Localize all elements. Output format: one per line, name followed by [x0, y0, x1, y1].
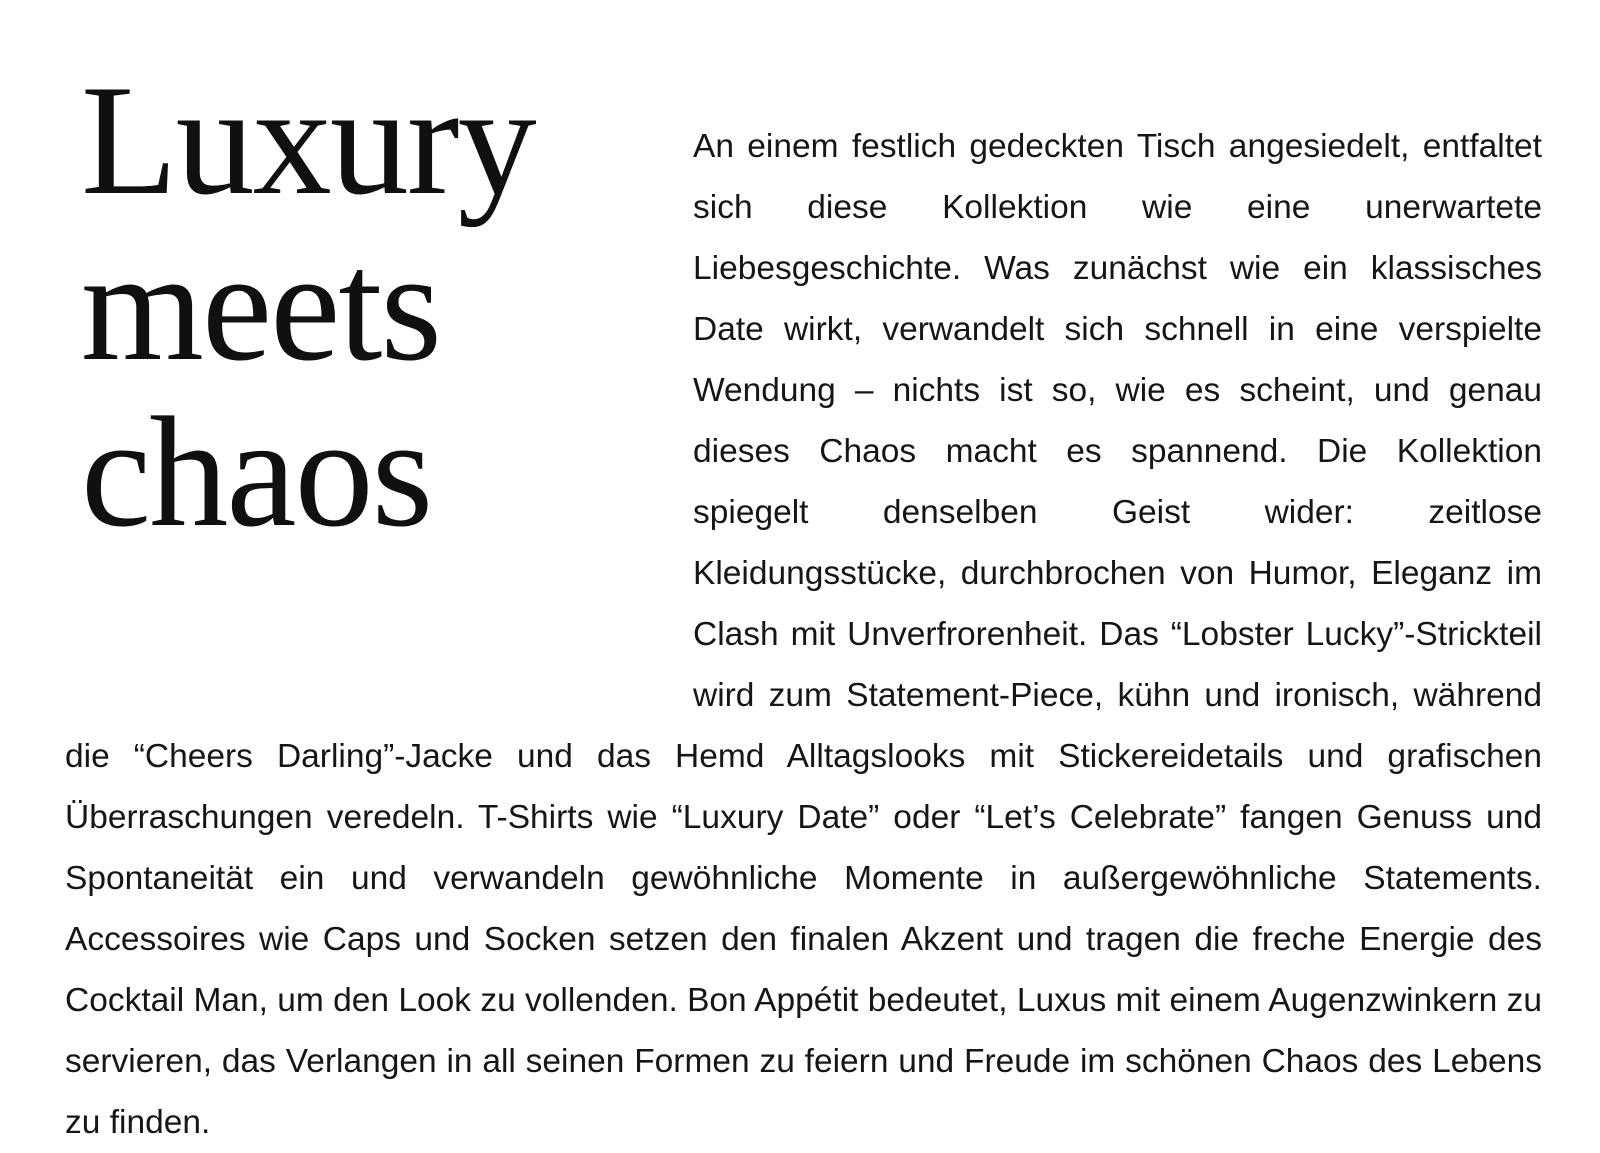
headline-float	[65, 53, 693, 668]
page-title: Luxury meets chaos	[81, 53, 535, 560]
body-paragraph: An einem festlich gedeckten Tisch angesiedelt, entfaltet sich diese Kollektion wie eine unerwartete Liebesgeschichte. Was zunächst wie ein klassisches Date wirkt, verwandelt sich schnell in eine verspielte Wendung – nichts ist so, wie es scheint, und genau dieses Chaos macht es spannend. Die Kollektion spiegelt denselben Geist wider: zeitlose Kleidungsstücke, durchbrochen von Humor, Eleganz im Clash mit Unverfrorenheit. Das “Lobster Lucky”-Strickteil wird zum Statement-Piece, kühn und ironisch, während die “Cheers Darling”-Jacke und das Hemd Alltagslooks mit Stickereidetails und grafischen Überraschungen veredeln. T-Shirts wie “Luxury Date” oder “Let’s Celebrate” fangen Genuss und Spontaneität ein und verwandeln gewöhnliche Momente in außergewöhnliche Statements. Accessoires wie Caps und Socken setzen den finalen Akzent und tragen die freche Energie des Cocktail Man, um den Look zu vollenden. Bon Appétit bedeutet, Luxus mit einem Augenzwinkern zu servieren, das Verlangen in all seinen Formen zu feiern und Freude im schönen Chaos des Lebens zu finden.	[65, 128, 1542, 1141]
